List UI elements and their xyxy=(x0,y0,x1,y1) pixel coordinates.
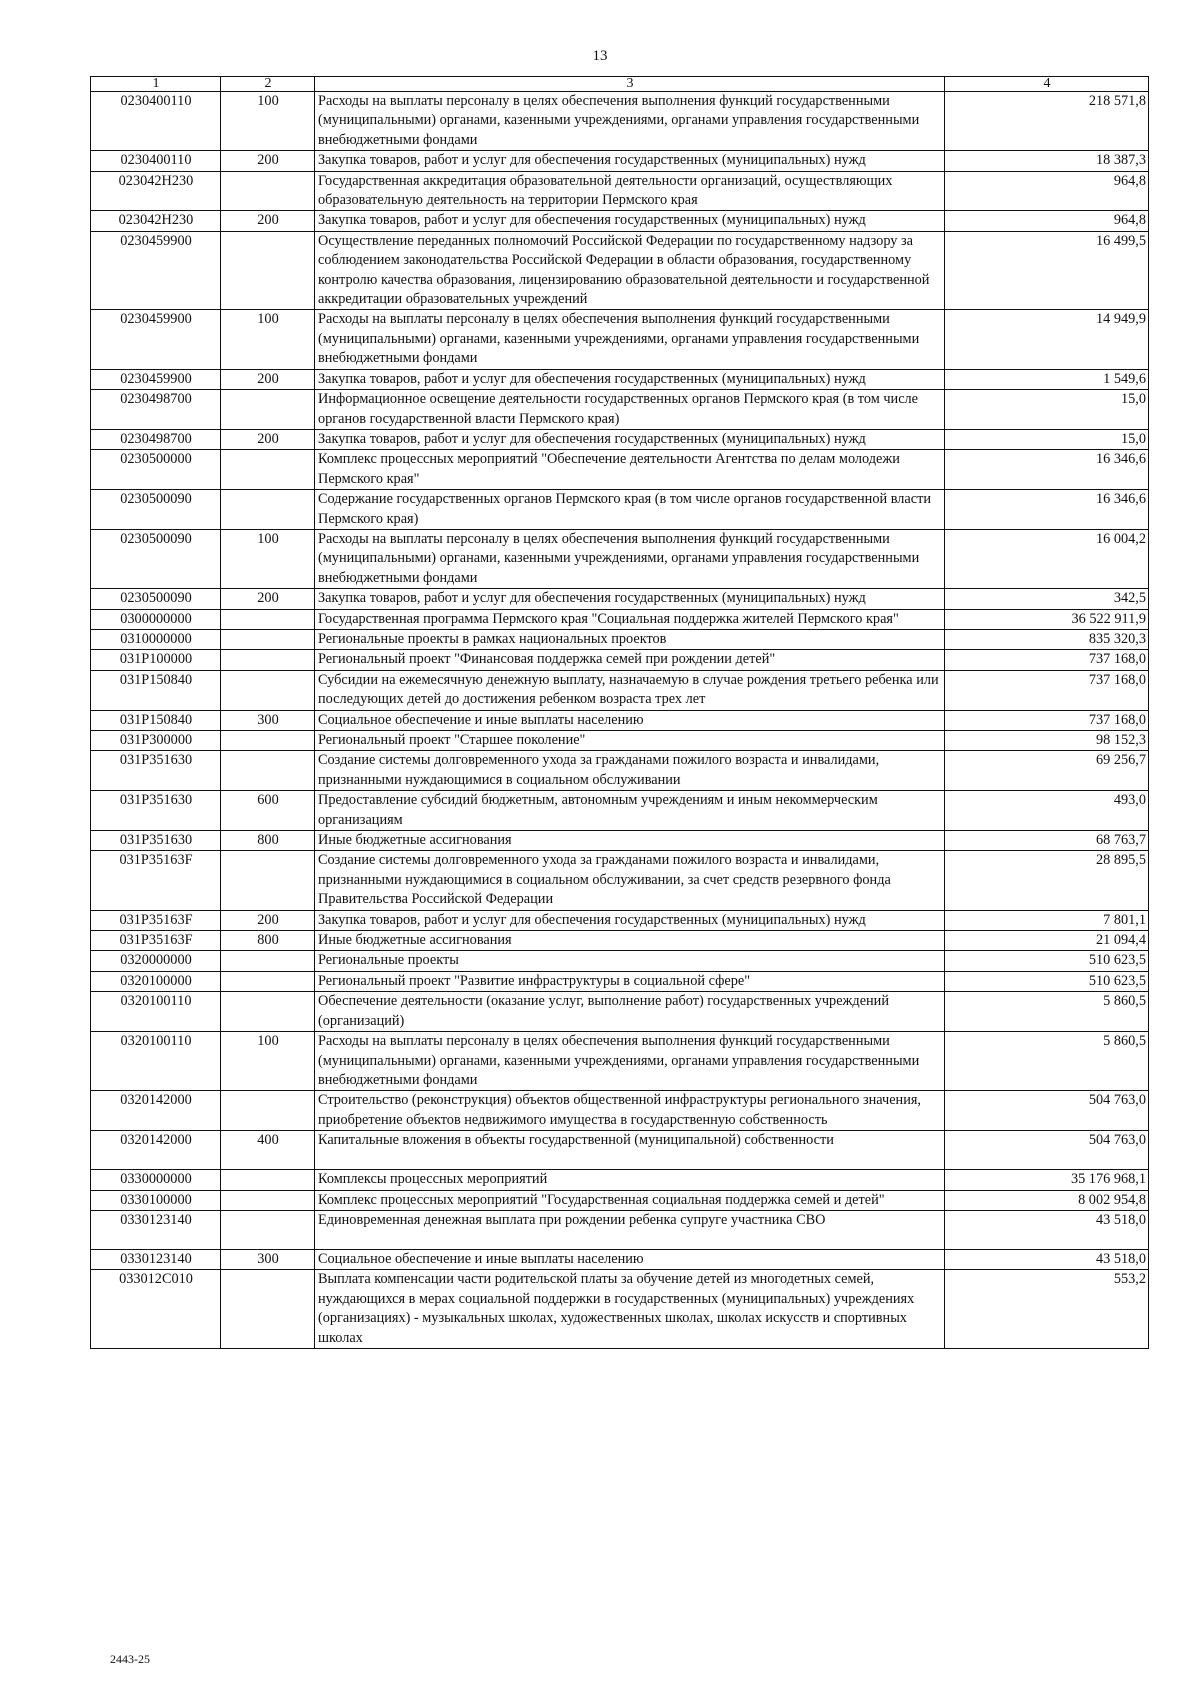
amount-cell: 35 176 968,1 xyxy=(945,1170,1149,1190)
code-cell: 0230459900 xyxy=(91,369,221,389)
table-row xyxy=(91,589,1149,609)
table-row xyxy=(91,609,1149,629)
expense-type-cell: 100 xyxy=(221,1032,315,1091)
code-cell: 0310000000 xyxy=(91,629,221,649)
name-cell: Региональный проект "Старшее поколение" xyxy=(315,731,945,751)
table-row xyxy=(91,910,1149,930)
table-row xyxy=(91,92,1149,151)
table-row xyxy=(91,971,1149,991)
name-cell: Закупка товаров, работ и услуг для обеспечения государственных (муниципальных) нужд xyxy=(315,910,945,930)
amount-cell: 964,8 xyxy=(945,171,1149,211)
expense-type-cell xyxy=(221,951,315,971)
amount-cell: 36 522 911,9 xyxy=(945,609,1149,629)
code-cell: 031Р35163F xyxy=(91,910,221,930)
name-cell: Обеспечение деятельности (оказание услуг, выполнение работ) государственных учреждений (организаций) xyxy=(315,992,945,1032)
name-cell: Региональный проект "Развитие инфраструктуры в социальной сфере" xyxy=(315,971,945,991)
table-row xyxy=(91,390,1149,430)
code-cell: 0320000000 xyxy=(91,951,221,971)
code-cell: 0230500090 xyxy=(91,529,221,588)
amount-cell: 737 168,0 xyxy=(945,650,1149,670)
table-body xyxy=(91,92,1149,1349)
expense-type-cell: 300 xyxy=(221,1249,315,1269)
amount-cell: 8 002 954,8 xyxy=(945,1190,1149,1210)
name-cell: Закупка товаров, работ и услуг для обеспечения государственных (муниципальных) нужд xyxy=(315,369,945,389)
table-row xyxy=(91,650,1149,670)
table-row xyxy=(91,1091,1149,1131)
code-cell: 031Р300000 xyxy=(91,731,221,751)
code-cell: 031Р351630 xyxy=(91,791,221,831)
code-cell: 0230459900 xyxy=(91,310,221,369)
expense-type-cell: 200 xyxy=(221,151,315,171)
code-cell: 0320100110 xyxy=(91,1032,221,1091)
table-row xyxy=(91,1210,1149,1249)
amount-cell: 835 320,3 xyxy=(945,629,1149,649)
table-row xyxy=(91,1249,1149,1269)
table-row xyxy=(91,629,1149,649)
name-cell: Субсидии на ежемесячную денежную выплату, назначаемую в случае рождения третьего ребенка или последующих детей до достижения ребенком возраста трех лет xyxy=(315,670,945,710)
amount-cell: 98 152,3 xyxy=(945,731,1149,751)
expense-type-cell: 800 xyxy=(221,931,315,951)
table-row xyxy=(91,1170,1149,1190)
name-cell: Государственная программа Пермского края "Социальная поддержка жителей Пермского края" xyxy=(315,609,945,629)
code-cell: 031Р35163F xyxy=(91,851,221,910)
table-row xyxy=(91,992,1149,1032)
code-cell: 031Р351630 xyxy=(91,831,221,851)
name-cell: Комплекс процессных мероприятий "Обеспечение деятельности Агентства по делам молодежи Пермского края" xyxy=(315,450,945,490)
expense-type-cell: 100 xyxy=(221,529,315,588)
amount-cell: 504 763,0 xyxy=(945,1091,1149,1131)
name-cell: Единовременная денежная выплата при рождении ребенка супруге участника СВО xyxy=(315,1210,945,1249)
expense-type-cell xyxy=(221,1190,315,1210)
expense-type-cell xyxy=(221,629,315,649)
code-cell: 0230500000 xyxy=(91,450,221,490)
name-cell: Выплата компенсации части родительской платы за обучение детей из многодетных семей, нуждающихся в мерах социальной поддержки в государственных (муниципальных) учреждениях (организациях) - музыкальных школах, художественных школах, школах искусств и спортивных школах xyxy=(315,1270,945,1349)
amount-cell: 964,8 xyxy=(945,211,1149,231)
amount-cell: 510 623,5 xyxy=(945,971,1149,991)
expense-type-cell xyxy=(221,450,315,490)
amount-cell: 16 346,6 xyxy=(945,490,1149,530)
name-cell: Государственная аккредитация образовательной деятельности организаций, осуществляющих образовательную деятельность на территории Пермского края xyxy=(315,171,945,211)
table-row xyxy=(91,450,1149,490)
table-row xyxy=(91,1131,1149,1170)
code-cell: 0230400110 xyxy=(91,92,221,151)
table-row xyxy=(91,931,1149,951)
name-cell: Региональный проект "Финансовая поддержка семей при рождении детей" xyxy=(315,650,945,670)
name-cell: Закупка товаров, работ и услуг для обеспечения государственных (муниципальных) нужд xyxy=(315,589,945,609)
name-cell: Региональные проекты xyxy=(315,951,945,971)
expense-type-cell xyxy=(221,731,315,751)
code-cell: 0230498700 xyxy=(91,429,221,449)
expense-type-cell xyxy=(221,650,315,670)
name-cell: Иные бюджетные ассигнования xyxy=(315,831,945,851)
name-cell: Комплекс процессных мероприятий "Государственная социальная поддержка семей и детей" xyxy=(315,1190,945,1210)
table-row xyxy=(91,310,1149,369)
code-cell: 023042Н230 xyxy=(91,211,221,231)
table-header xyxy=(91,77,1149,92)
amount-cell: 493,0 xyxy=(945,791,1149,831)
name-cell: Предоставление субсидий бюджетным, автономным учреждениям и иным некоммерческим организациям xyxy=(315,791,945,831)
expense-type-cell: 600 xyxy=(221,791,315,831)
expense-type-cell: 200 xyxy=(221,429,315,449)
amount-cell: 553,2 xyxy=(945,1270,1149,1349)
amount-cell: 7 801,1 xyxy=(945,910,1149,930)
amount-cell: 737 168,0 xyxy=(945,710,1149,730)
expense-type-cell xyxy=(221,490,315,530)
code-cell: 031Р351630 xyxy=(91,751,221,791)
amount-cell: 15,0 xyxy=(945,390,1149,430)
table-row xyxy=(91,831,1149,851)
expense-type-cell xyxy=(221,390,315,430)
table-row xyxy=(91,951,1149,971)
name-cell: Расходы на выплаты персоналу в целях обеспечения выполнения функций государственными (муниципальными) органами, казенными учреждениями, органами управления государственными внебюджетными фондами xyxy=(315,529,945,588)
expense-type-cell xyxy=(221,171,315,211)
amount-cell: 43 518,0 xyxy=(945,1249,1149,1269)
expense-type-cell xyxy=(221,1091,315,1131)
amount-cell: 737 168,0 xyxy=(945,670,1149,710)
table-row xyxy=(91,369,1149,389)
amount-cell: 1 549,6 xyxy=(945,369,1149,389)
expense-type-cell xyxy=(221,851,315,910)
code-cell: 031Р35163F xyxy=(91,931,221,951)
expense-type-cell xyxy=(221,992,315,1032)
expense-type-cell: 100 xyxy=(221,310,315,369)
amount-cell: 14 949,9 xyxy=(945,310,1149,369)
table-row xyxy=(91,490,1149,530)
name-cell: Комплексы процессных мероприятий xyxy=(315,1170,945,1190)
expense-type-cell: 400 xyxy=(221,1131,315,1170)
name-cell: Осуществление переданных полномочий Российской Федерации по государственному надзору за соблюдением законодательства Российской Федерации в области образования, государственному контролю качества образования, лицензированию образовательной деятельности и государственной аккредитации образовательных учреждений xyxy=(315,231,945,310)
name-cell: Создание системы долговременного ухода за гражданами пожилого возраста и инвалидами, признанными нуждающимися в социальном обслуживании, за счет средств резервного фонда Правительства Российской Федерации xyxy=(315,851,945,910)
name-cell: Иные бюджетные ассигнования xyxy=(315,931,945,951)
table-row xyxy=(91,529,1149,588)
code-cell: 031Р150840 xyxy=(91,670,221,710)
name-cell: Социальное обеспечение и иные выплаты населению xyxy=(315,1249,945,1269)
code-cell: 0320100110 xyxy=(91,992,221,1032)
expense-type-cell xyxy=(221,1170,315,1190)
name-cell: Социальное обеспечение и иные выплаты населению xyxy=(315,710,945,730)
amount-cell: 16 004,2 xyxy=(945,529,1149,588)
code-cell: 0300000000 xyxy=(91,609,221,629)
page-number: 13 xyxy=(592,48,608,64)
expense-type-cell xyxy=(221,751,315,791)
code-cell: 0330123140 xyxy=(91,1210,221,1249)
table-row xyxy=(91,1270,1149,1349)
name-cell: Капитальные вложения в объекты государственной (муниципальной) собственности xyxy=(315,1131,945,1170)
name-cell: Закупка товаров, работ и услуг для обеспечения государственных (муниципальных) нужд xyxy=(315,151,945,171)
column-header-code: 1 xyxy=(91,77,221,92)
table-row xyxy=(91,731,1149,751)
expense-type-cell: 200 xyxy=(221,910,315,930)
name-cell: Расходы на выплаты персоналу в целях обеспечения выполнения функций государственными (муниципальными) органами, казенными учреждениями, органами управления государственными внебюджетными фондами xyxy=(315,92,945,151)
expense-type-cell xyxy=(221,670,315,710)
code-cell: 033012С010 xyxy=(91,1270,221,1349)
amount-cell: 21 094,4 xyxy=(945,931,1149,951)
code-cell: 0320142000 xyxy=(91,1131,221,1170)
amount-cell: 18 387,3 xyxy=(945,151,1149,171)
name-cell: Содержание государственных органов Пермского края (в том числе органов государственной власти Пермского края) xyxy=(315,490,945,530)
code-cell: 0330100000 xyxy=(91,1190,221,1210)
name-cell: Расходы на выплаты персоналу в целях обеспечения выполнения функций государственными (муниципальными) органами, казенными учреждениями, органами управления государственными внебюджетными фондами xyxy=(315,310,945,369)
expense-type-cell: 800 xyxy=(221,831,315,851)
name-cell: Закупка товаров, работ и услуг для обеспечения государственных (муниципальных) нужд xyxy=(315,429,945,449)
code-cell: 0330123140 xyxy=(91,1249,221,1269)
amount-cell: 16 346,6 xyxy=(945,450,1149,490)
code-cell: 0230400110 xyxy=(91,151,221,171)
table-row xyxy=(91,429,1149,449)
budget-table xyxy=(90,76,1149,1349)
expense-type-cell: 100 xyxy=(221,92,315,151)
table-row xyxy=(91,171,1149,211)
table-row xyxy=(91,791,1149,831)
name-cell: Создание системы долговременного ухода за гражданами пожилого возраста и инвалидами, признанными нуждающимися в социальном обслуживании xyxy=(315,751,945,791)
expense-type-cell xyxy=(221,1270,315,1349)
expense-type-cell xyxy=(221,971,315,991)
table-row xyxy=(91,1032,1149,1091)
amount-cell: 342,5 xyxy=(945,589,1149,609)
table-row xyxy=(91,1190,1149,1210)
column-header-expense-type: 2 xyxy=(221,77,315,92)
column-header-name: 3 xyxy=(315,77,945,92)
header-row xyxy=(91,77,1149,92)
table-row xyxy=(91,751,1149,791)
expense-type-cell xyxy=(221,1210,315,1249)
document-code: 2443-25 xyxy=(110,1652,150,1666)
amount-cell: 510 623,5 xyxy=(945,951,1149,971)
amount-cell: 16 499,5 xyxy=(945,231,1149,310)
code-cell: 0230500090 xyxy=(91,589,221,609)
expense-type-cell: 200 xyxy=(221,369,315,389)
amount-cell: 504 763,0 xyxy=(945,1131,1149,1170)
code-cell: 0230498700 xyxy=(91,390,221,430)
amount-cell: 5 860,5 xyxy=(945,992,1149,1032)
name-cell: Региональные проекты в рамках национальных проектов xyxy=(315,629,945,649)
table-row xyxy=(91,710,1149,730)
table-row xyxy=(91,231,1149,310)
code-cell: 0230500090 xyxy=(91,490,221,530)
table-row xyxy=(91,211,1149,231)
code-cell: 0230459900 xyxy=(91,231,221,310)
table-row xyxy=(91,851,1149,910)
amount-cell: 15,0 xyxy=(945,429,1149,449)
amount-cell: 43 518,0 xyxy=(945,1210,1149,1249)
amount-cell: 5 860,5 xyxy=(945,1032,1149,1091)
column-header-amount: 4 xyxy=(945,77,1149,92)
name-cell: Строительство (реконструкция) объектов общественной инфраструктуры регионального значения, приобретение объектов недвижимого имущества в государственную собственность xyxy=(315,1091,945,1131)
amount-cell: 28 895,5 xyxy=(945,851,1149,910)
expense-type-cell: 200 xyxy=(221,211,315,231)
amount-cell: 68 763,7 xyxy=(945,831,1149,851)
table-row xyxy=(91,670,1149,710)
amount-cell: 69 256,7 xyxy=(945,751,1149,791)
expense-type-cell: 300 xyxy=(221,710,315,730)
amount-cell: 218 571,8 xyxy=(945,92,1149,151)
code-cell: 0320100000 xyxy=(91,971,221,991)
code-cell: 031Р100000 xyxy=(91,650,221,670)
name-cell: Закупка товаров, работ и услуг для обеспечения государственных (муниципальных) нужд xyxy=(315,211,945,231)
name-cell: Расходы на выплаты персоналу в целях обеспечения выполнения функций государственными (муниципальными) органами, казенными учреждениями, органами управления государственными внебюджетными фондами xyxy=(315,1032,945,1091)
name-cell: Информационное освещение деятельности государственных органов Пермского края (в том числе органов государственной власти Пермского края) xyxy=(315,390,945,430)
expense-type-cell xyxy=(221,609,315,629)
expense-type-cell xyxy=(221,231,315,310)
table-row xyxy=(91,151,1149,171)
code-cell: 0330000000 xyxy=(91,1170,221,1190)
expense-type-cell: 200 xyxy=(221,589,315,609)
code-cell: 023042Н230 xyxy=(91,171,221,211)
code-cell: 0320142000 xyxy=(91,1091,221,1131)
code-cell: 031Р150840 xyxy=(91,710,221,730)
